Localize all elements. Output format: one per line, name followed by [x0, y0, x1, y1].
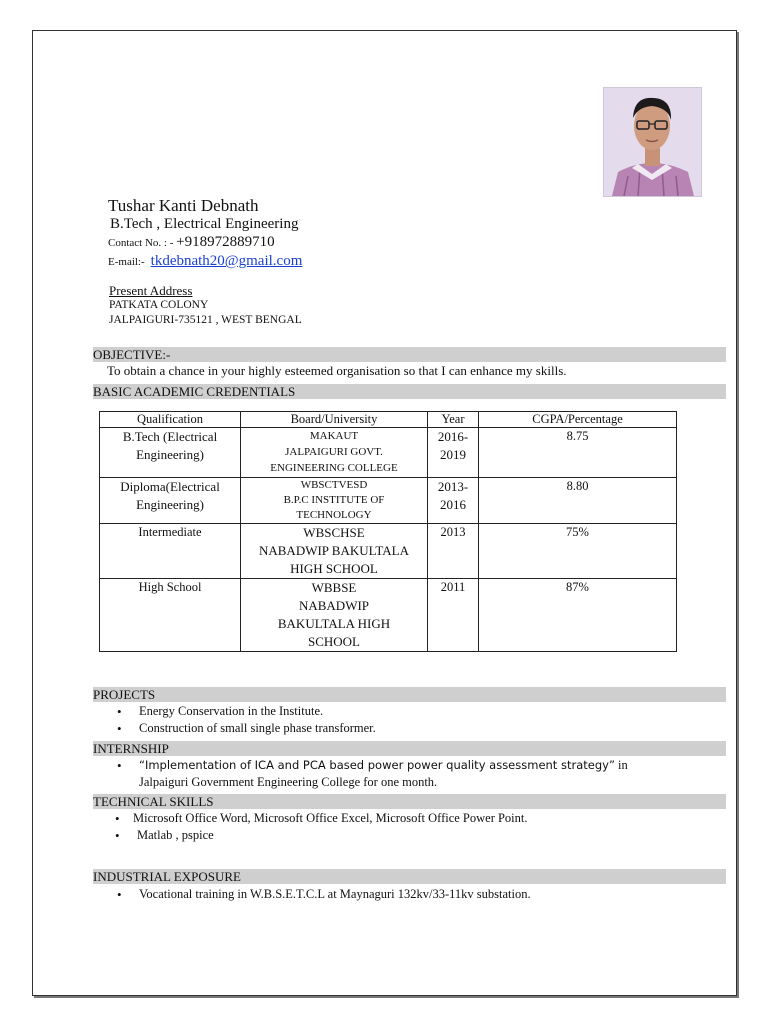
- year-cell: 2013: [428, 524, 479, 579]
- qualification-line: B.Tech (Electrical: [122, 429, 218, 444]
- year-line: 2013-: [437, 479, 469, 494]
- score-cell: 8.80: [479, 478, 677, 524]
- column-header: Qualification: [100, 412, 241, 428]
- board-line: BAKULTALA HIGH: [277, 616, 391, 631]
- list-item: • Construction of small single phase transformer.: [114, 720, 376, 737]
- contact-label: Contact No. : -: [108, 237, 177, 249]
- score-cell: 87%: [479, 579, 677, 652]
- industrial-heading: INDUSTRIAL EXPOSURE: [93, 869, 726, 884]
- board-cell: [241, 579, 428, 652]
- qualification-line: Diploma(Electrical: [120, 479, 220, 494]
- address-line-2: JALPAIGURI-735121 , WEST BENGAL: [109, 314, 302, 326]
- list-item: • Microsoft Office Word, Microsoft Office Excel, Microsoft Office Power Point.: [112, 810, 528, 827]
- board-line: WBSCTVESD: [300, 479, 368, 491]
- academics-heading: BASIC ACADEMIC CREDENTIALS: [93, 384, 726, 399]
- table-row: [100, 579, 677, 652]
- year-cell: [428, 478, 479, 524]
- board-line: SCHOOL: [307, 634, 360, 649]
- list-item: [114, 757, 628, 791]
- internship-list: [114, 757, 628, 791]
- board-line: B.P.C INSTITUTE OF: [283, 494, 385, 506]
- candidate-name: Tushar Kanti Debnath: [108, 196, 259, 215]
- objective-text: To obtain a chance in your highly esteemed organisation so that I can enhance my skills.: [107, 363, 567, 378]
- qualification-line: Engineering): [136, 497, 204, 512]
- board-cell: [241, 428, 428, 478]
- internship-title-tail: in: [614, 758, 628, 772]
- email-label: E-mail:-: [108, 256, 145, 268]
- column-header: Year: [428, 412, 479, 428]
- year-line: 2019: [440, 447, 466, 462]
- projects-list: [114, 703, 376, 737]
- list-item: • Vocational training in W.B.S.E.T.C.L at Maynaguri 132kv/33-11kv substation.: [114, 886, 531, 903]
- year-line: 2016: [440, 497, 466, 512]
- list-item: • Matlab , pspice: [112, 827, 528, 844]
- skills-heading: TECHNICAL SKILLS: [93, 794, 726, 809]
- score-cell: 75%: [479, 524, 677, 579]
- board-line: TECHNOLOGY: [296, 509, 372, 521]
- table-row: [100, 428, 677, 478]
- board-line: HIGH SCHOOL: [290, 561, 378, 576]
- qualification-cell: [100, 478, 241, 524]
- objective-heading: OBJECTIVE:-: [93, 347, 726, 362]
- board-line: ENGINEERING COLLEGE: [270, 462, 398, 474]
- table-row: [100, 478, 677, 524]
- list-item: • Energy Conservation in the Institute.: [114, 703, 376, 720]
- degree: B.Tech , Electrical Engineering: [110, 216, 299, 232]
- email-link[interactable]: tkdebnath20@gmail.com: [150, 253, 303, 269]
- contact-line: [108, 234, 275, 251]
- board-line: NABADWIP: [298, 598, 370, 613]
- email-line: [108, 253, 302, 270]
- board-line: WBBSE: [311, 580, 357, 595]
- portrait-illustration: [604, 88, 701, 196]
- year-cell: 2011: [428, 579, 479, 652]
- internship-heading: INTERNSHIP: [93, 741, 726, 756]
- board-line: WBSCHSE: [303, 525, 365, 540]
- column-header: Board/University: [241, 412, 428, 428]
- address-line-1: PATKATA COLONY: [109, 299, 209, 311]
- board-cell: [241, 524, 428, 579]
- qualification-cell: High School: [100, 579, 241, 652]
- table-row: [100, 524, 677, 579]
- address-heading: Present Address: [109, 283, 193, 298]
- board-line: NABADWIP BAKULTALA: [258, 543, 410, 558]
- profile-photo: [603, 87, 702, 197]
- year-cell: [428, 428, 479, 478]
- academic-table: [99, 411, 677, 652]
- internship-title: “Implementation of ICA and PCA based power power quality assessment strategy”: [139, 758, 615, 772]
- contact-number: +918972889710: [176, 234, 275, 250]
- skills-list: [112, 810, 528, 844]
- score-cell: 8.75: [479, 428, 677, 478]
- table-header-row: [100, 412, 677, 428]
- internship-place: Jalpaiguri Government Engineering College for one month.: [139, 775, 438, 789]
- qualification-cell: [100, 428, 241, 478]
- board-cell: [241, 478, 428, 524]
- year-line: 2016-: [437, 429, 469, 444]
- board-line: JALPAIGURI GOVT.: [285, 446, 383, 458]
- board-line: MAKAUT: [309, 430, 359, 442]
- column-header: CGPA/Percentage: [479, 412, 677, 428]
- qualification-cell: Intermediate: [100, 524, 241, 579]
- industrial-list: [114, 886, 531, 903]
- qualification-line: Engineering): [136, 447, 204, 462]
- projects-heading: PROJECTS: [93, 687, 726, 702]
